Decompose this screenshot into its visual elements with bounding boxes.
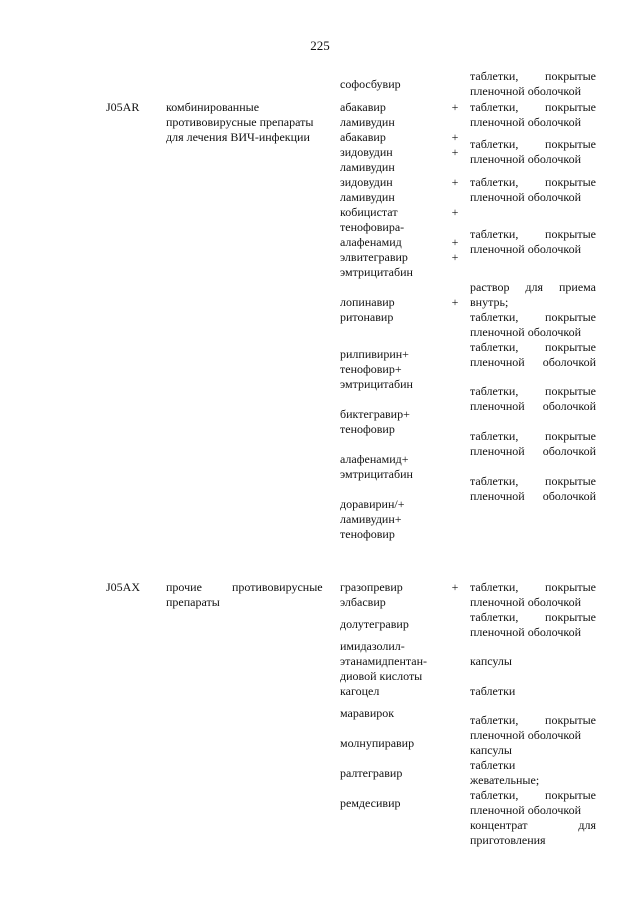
drug-name: тенофовира- <box>340 220 405 234</box>
drug-name: элбасвир <box>340 595 386 609</box>
drug-name: зидовудин <box>340 175 393 189</box>
dosage-form: таблетки, покрытые <box>470 310 596 324</box>
dosage-form: пленочной оболочкой <box>470 728 582 742</box>
atc-group-name: препараты <box>166 595 220 609</box>
drug-name: тенофовир <box>340 422 395 436</box>
drug-name: ламивудин+ <box>340 512 402 526</box>
dosage-form: таблетки, покрытые <box>470 429 596 443</box>
drug-name: ралтегравир <box>340 766 403 780</box>
dosage-form: пленочной оболочкой <box>470 489 596 503</box>
dosage-form: внутрь; <box>470 295 509 309</box>
drug-name: кагоцел <box>340 684 380 698</box>
drug-name: эмтрицитабин <box>340 467 413 481</box>
drug-name: долутегравир <box>340 617 409 631</box>
dosage-form: раствор для приема <box>470 280 596 294</box>
drug-name: абакавир <box>340 100 386 114</box>
plus-mark: + <box>451 250 459 264</box>
dosage-form: капсулы <box>470 743 512 757</box>
dosage-form: таблетки, покрытые <box>470 227 596 241</box>
drug-name: ламивудин <box>340 190 395 204</box>
dosage-form: таблетки, покрытые <box>470 100 596 114</box>
atc-group-name: прочие <box>166 580 202 594</box>
drug-name: софосбувир <box>340 77 401 91</box>
plus-mark: + <box>451 130 459 144</box>
dosage-form: таблетки, покрытые <box>470 474 596 488</box>
dosage-form: жевательные; <box>470 773 540 787</box>
plus-mark: + <box>451 100 459 114</box>
plus-mark: + <box>451 175 459 189</box>
dosage-form: пленочной оболочкой <box>470 803 582 817</box>
atc-code: J05AR <box>106 100 140 114</box>
dosage-form: таблетки, покрытые <box>470 175 596 189</box>
drug-name: маравирок <box>340 706 395 720</box>
dosage-form: таблетки, покрытые <box>470 137 596 151</box>
dosage-form: таблетки, покрытые <box>470 580 596 594</box>
drug-name: имидазолил- <box>340 639 405 653</box>
dosage-form: пленочной оболочкой <box>470 84 582 98</box>
dosage-form: таблетки, покрытые <box>470 340 596 354</box>
drug-name: ламивудин <box>340 115 395 129</box>
drug-name: ламивудин <box>340 160 395 174</box>
plus-mark: + <box>451 205 459 219</box>
dosage-form: пленочной оболочкой <box>470 115 582 129</box>
plus-mark: + <box>451 145 459 159</box>
dosage-form: таблетки, покрытые <box>470 69 596 83</box>
dosage-form: таблетки, покрытые <box>470 788 596 802</box>
dosage-form: приготовления <box>470 833 546 847</box>
dosage-form: таблетки <box>470 758 516 772</box>
drug-name: ремдесивир <box>340 796 401 810</box>
drug-name: гразопревир <box>340 580 403 594</box>
dosage-form: концентрат для <box>470 818 596 832</box>
page-number: 225 <box>310 38 330 53</box>
drug-name: этанамидпентан- <box>340 654 428 668</box>
dosage-form: пленочной оболочкой <box>470 595 582 609</box>
dosage-form: пленочной оболочкой <box>470 355 596 369</box>
atc-code: J05AX <box>106 580 141 594</box>
dosage-form: пленочной оболочкой <box>470 399 596 413</box>
drug-name: кобицистат <box>340 205 398 219</box>
atc-group-name: для лечения ВИЧ-инфекции <box>166 130 310 144</box>
drug-name: зидовудин <box>340 145 393 159</box>
dosage-form: пленочной оболочкой <box>470 242 582 256</box>
drug-name: алафенамид+ <box>340 452 409 466</box>
dosage-form: таблетки, покрытые <box>470 610 596 624</box>
dosage-form: таблетки, покрытые <box>470 384 596 398</box>
atc-group-name: комбинированные <box>166 100 260 114</box>
drug-name: абакавир <box>340 130 386 144</box>
plus-mark: + <box>451 235 459 249</box>
atc-group-name: противовирусные препараты <box>166 115 314 129</box>
drug-name: молнупиравир <box>340 736 415 750</box>
drug-name: биктегравир+ <box>340 407 410 421</box>
dosage-form: таблетки, покрытые <box>470 713 596 727</box>
drug-name: тенофовир+ <box>340 362 402 376</box>
dosage-form: пленочной оболочкой <box>470 325 582 339</box>
drug-name: рилпивирин+ <box>340 347 409 361</box>
plus-mark: + <box>451 580 459 594</box>
drug-name: диовой кислоты <box>340 669 423 683</box>
drug-name: элвитегравир <box>340 250 408 264</box>
dosage-form: пленочной оболочкой <box>470 444 596 458</box>
drug-name: ритонавир <box>340 310 394 324</box>
dosage-form: пленочной оболочкой <box>470 190 582 204</box>
plus-mark: + <box>451 295 459 309</box>
dosage-form: пленочной оболочкой <box>470 152 582 166</box>
drug-name: лопинавир <box>340 295 395 309</box>
atc-group-name: противовирусные <box>232 580 323 594</box>
drug-name: алафенамид <box>340 235 402 249</box>
dosage-form: капсулы <box>470 654 512 668</box>
dosage-form: таблетки <box>470 684 516 698</box>
dosage-form: пленочной оболочкой <box>470 625 582 639</box>
drug-name: доравирин/+ <box>340 497 405 511</box>
drug-name: эмтрицитабин <box>340 377 413 391</box>
drug-name: тенофовир <box>340 527 395 541</box>
drug-name: эмтрицитабин <box>340 265 413 279</box>
